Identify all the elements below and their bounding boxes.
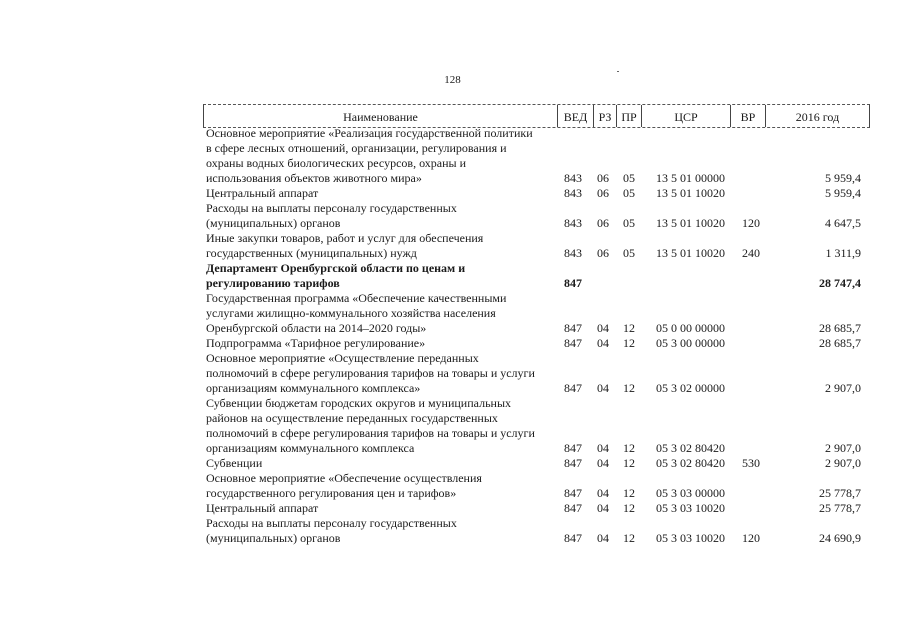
table-row xyxy=(0,231,905,261)
row-ved: 847 xyxy=(564,381,582,395)
row-ved: 847 xyxy=(564,441,582,455)
row-amount: 28 685,7 xyxy=(819,336,861,350)
row-pr: 05 xyxy=(623,216,635,230)
row-vr: 530 xyxy=(742,456,760,470)
row-rz: 04 xyxy=(597,456,609,470)
row-csr: 05 3 02 00000 xyxy=(656,381,725,395)
row-rz: 04 xyxy=(597,381,609,395)
header-pr: ПР xyxy=(621,110,637,124)
row-name: Расходы на выплаты персоналу государственных (муниципальных) органов xyxy=(206,201,457,230)
row-rz: 04 xyxy=(597,441,609,455)
row-csr: 13 5 01 00000 xyxy=(656,171,725,185)
row-csr: 13 5 01 10020 xyxy=(656,186,725,200)
row-csr: 13 5 01 10020 xyxy=(656,246,725,260)
row-name: Основное мероприятие «Осуществление переданных полномочий в сфере регулирования тарифов на товары и услуги организациям коммунального комплекса» xyxy=(206,351,535,395)
row-csr: 05 0 00 00000 xyxy=(656,321,725,335)
row-amount: 25 778,7 xyxy=(819,501,861,515)
table-row xyxy=(0,396,905,456)
table-row xyxy=(0,186,905,201)
row-pr: 12 xyxy=(623,501,635,515)
row-name: Основное мероприятие «Реализация государственной политики в сфере лесных отношений, организации, регулирования и охраны водных биологических ресурсов, охраны и использования объектов животного мира» xyxy=(206,126,533,185)
header-vr: ВР xyxy=(740,110,756,124)
table-row xyxy=(0,471,905,501)
table-row xyxy=(0,516,905,546)
row-ved: 847 xyxy=(564,486,582,500)
row-ved: 843 xyxy=(564,216,582,230)
row-rz: 04 xyxy=(597,486,609,500)
row-amount: 28 747,4 xyxy=(819,276,861,290)
row-csr: 05 3 02 80420 xyxy=(656,456,725,470)
table-row xyxy=(0,351,905,396)
row-name: Субвенции бюджетам городских округов и муниципальных районов на осуществление переданных государственных полномочий в сфере регулирования тарифов на товары и услуги организациям коммунального комплекса xyxy=(206,396,535,455)
row-pr: 12 xyxy=(623,336,635,350)
row-amount: 5 959,4 xyxy=(825,186,861,200)
header-csr: ЦСР xyxy=(674,110,698,124)
row-csr: 05 3 00 00000 xyxy=(656,336,725,350)
row-ved: 843 xyxy=(564,171,582,185)
row-name: Иные закупки товаров, работ и услуг для обеспечения государственных (муниципальных) нужд xyxy=(206,231,484,260)
row-amount: 5 959,4 xyxy=(825,171,861,185)
row-pr: 05 xyxy=(623,246,635,260)
table-row xyxy=(0,201,905,231)
row-rz: 06 xyxy=(597,171,609,185)
header-rz: РЗ xyxy=(598,110,612,124)
row-name: Государственная программа «Обеспечение качественными услугами жилищно-коммунального хозяйства населения Оренбургской области на 2014–2020 годы» xyxy=(206,291,507,335)
header-name: Наименование xyxy=(343,110,418,124)
row-ved: 843 xyxy=(564,186,582,200)
row-amount: 24 690,9 xyxy=(819,531,861,545)
row-csr: 05 3 02 80420 xyxy=(656,441,725,455)
row-name: Расходы на выплаты персоналу государственных (муниципальных) органов xyxy=(206,516,457,545)
row-amount: 28 685,7 xyxy=(819,321,861,335)
row-vr: 120 xyxy=(742,531,760,545)
row-pr: 12 xyxy=(623,321,635,335)
row-amount: 2 907,0 xyxy=(825,456,861,470)
row-name: Центральный аппарат xyxy=(206,186,319,200)
table-row xyxy=(0,501,905,516)
table-row xyxy=(0,291,905,336)
row-csr: 13 5 01 10020 xyxy=(656,216,725,230)
row-name: Департамент Оренбургской области по ценам и регулированию тарифов xyxy=(206,261,466,290)
row-ved: 847 xyxy=(564,456,582,470)
table-header xyxy=(203,104,870,128)
row-rz: 04 xyxy=(597,531,609,545)
table-body xyxy=(0,126,905,546)
row-pr: 12 xyxy=(623,381,635,395)
row-rz: 04 xyxy=(597,501,609,515)
row-amount: 1 311,9 xyxy=(825,246,861,260)
row-vr: 240 xyxy=(742,246,760,260)
table-row xyxy=(0,261,905,291)
row-rz: 06 xyxy=(597,216,609,230)
row-pr: 05 xyxy=(623,171,635,185)
row-pr: 12 xyxy=(623,441,635,455)
row-pr: 05 xyxy=(623,186,635,200)
header-ved: ВЕД xyxy=(563,110,588,124)
row-amount: 25 778,7 xyxy=(819,486,861,500)
row-ved: 847 xyxy=(564,531,582,545)
page-number: 128 xyxy=(444,74,461,86)
row-amount: 2 907,0 xyxy=(825,441,861,455)
row-name: Центральный аппарат xyxy=(206,501,319,515)
row-rz: 04 xyxy=(597,321,609,335)
scan-speck xyxy=(617,71,619,72)
header-year: 2016 год xyxy=(795,110,840,124)
row-name: Субвенции xyxy=(206,456,263,470)
row-ved: 847 xyxy=(564,501,582,515)
table-row xyxy=(0,456,905,471)
row-rz: 06 xyxy=(597,246,609,260)
row-name: Подпрограмма «Тарифное регулирование» xyxy=(206,336,426,350)
row-ved: 847 xyxy=(564,276,582,290)
row-amount: 4 647,5 xyxy=(825,216,861,230)
row-csr: 05 3 03 10020 xyxy=(656,531,725,545)
row-csr: 05 3 03 00000 xyxy=(656,486,725,500)
row-pr: 12 xyxy=(623,531,635,545)
row-ved: 847 xyxy=(564,336,582,350)
row-ved: 847 xyxy=(564,321,582,335)
row-pr: 12 xyxy=(623,456,635,470)
row-pr: 12 xyxy=(623,486,635,500)
row-name: Основное мероприятие «Обеспечение осуществления государственного регулирования цен и тарифов» xyxy=(206,471,482,500)
row-vr: 120 xyxy=(742,216,760,230)
row-csr: 05 3 03 10020 xyxy=(656,501,725,515)
row-ved: 843 xyxy=(564,246,582,260)
table-row xyxy=(0,336,905,351)
row-rz: 06 xyxy=(597,186,609,200)
row-rz: 04 xyxy=(597,336,609,350)
table-row xyxy=(0,126,905,186)
row-amount: 2 907,0 xyxy=(825,381,861,395)
